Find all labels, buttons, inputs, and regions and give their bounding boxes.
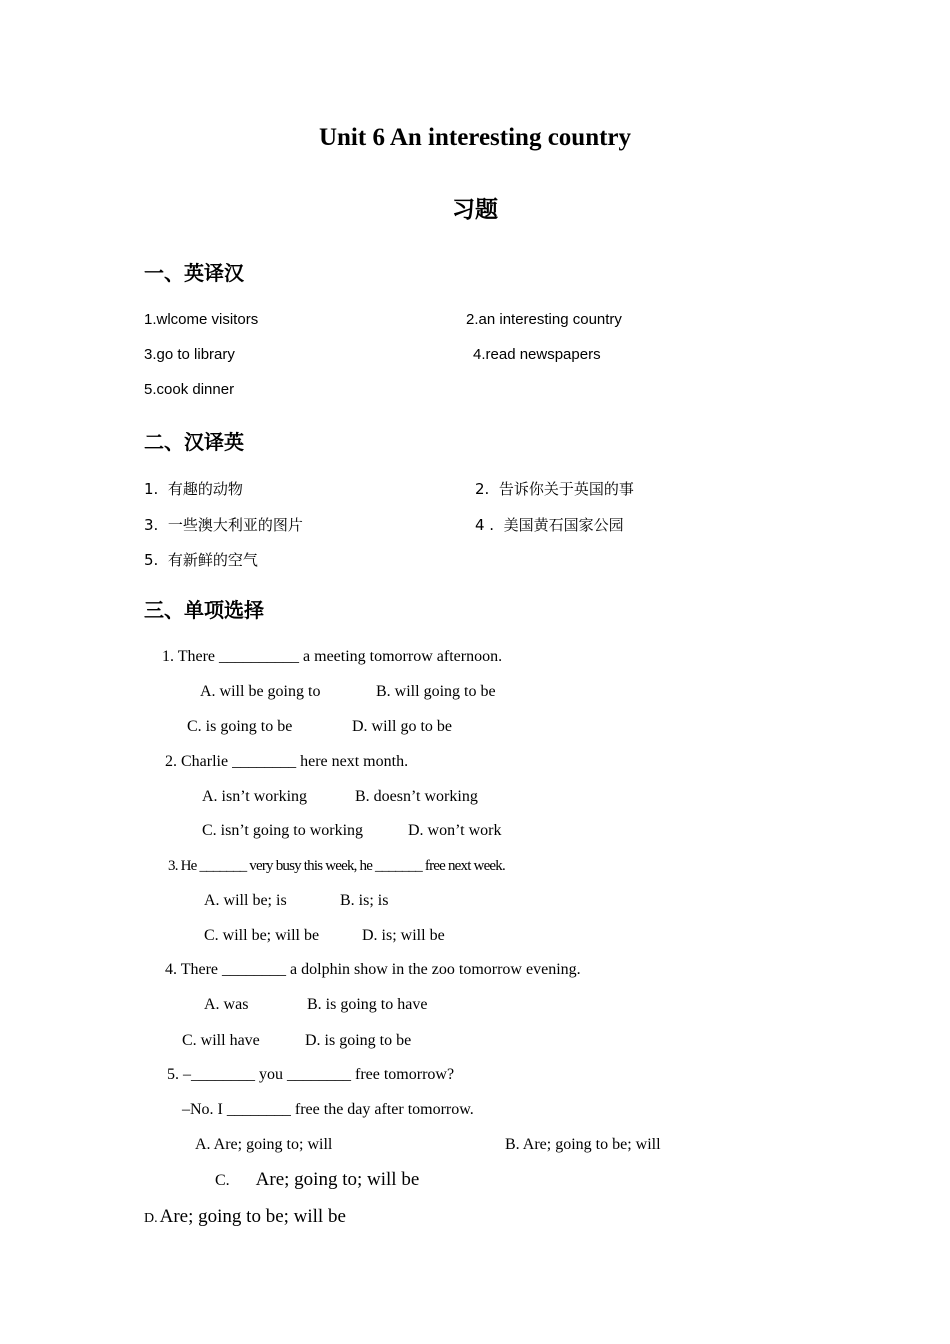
option-b: B. Are; going to be; will (505, 1136, 661, 1153)
page-subtitle: 习题 (452, 197, 498, 223)
section-heading-cn-to-en: 二、汉译英 (144, 430, 244, 454)
option-d: D. is going to be (305, 1032, 412, 1049)
option-c: C. is going to be (187, 718, 293, 735)
option-b: B. doesn’t working (355, 788, 478, 805)
list-item: 3.go to library (144, 346, 235, 363)
list-item (144, 549, 258, 570)
question-stem: 3. He _______ very busy this week, he _______ free next week. (168, 858, 505, 874)
list-item: 5.cook dinner (144, 381, 235, 398)
list-item (475, 514, 624, 535)
item-number: 4 . (475, 516, 495, 534)
list-item: 2.an interesting country (466, 311, 622, 328)
question-stem: 4. There ________ a dolphin show in the zoo tomorrow evening. (165, 961, 581, 978)
option-b: B. is; is (340, 892, 389, 909)
option-b: B. is going to have (307, 996, 428, 1013)
item-text: 有趣的动物 (167, 480, 243, 498)
option-b: B. will going to be (376, 683, 496, 700)
item-number: 2. (475, 480, 490, 498)
list-item (475, 478, 634, 499)
option-c-text: Are; going to; will be (255, 1169, 420, 1190)
option-d-label: D. (144, 1211, 158, 1226)
option-a: A. isn’t working (202, 788, 308, 805)
question-stem: 1. There __________ a meeting tomorrow afternoon. (162, 648, 503, 665)
item-text: 一些澳大利亚的图片 (167, 516, 303, 534)
option-a: A. Are; going to; will (195, 1136, 333, 1153)
option-d: D. won’t work (408, 822, 502, 839)
item-number: 1. (144, 480, 159, 498)
section-heading-multiple-choice: 三、单项选择 (144, 598, 264, 622)
list-item: 1.wlcome visitors (144, 311, 259, 328)
option-a: A. will be; is (204, 892, 287, 909)
option-c-label: C. (215, 1172, 230, 1189)
question-stem: 5. –________ you ________ free tomorrow? (167, 1066, 455, 1083)
option-a: A. will be going to (200, 683, 321, 700)
item-number: 3. (144, 516, 159, 534)
option-d: D. will go to be (352, 718, 452, 735)
page-title: Unit 6 An interesting country (318, 124, 632, 151)
list-item (144, 514, 303, 535)
item-text: 美国黄石国家公园 (503, 516, 624, 534)
item-text: 告诉你关于英国的事 (498, 480, 634, 498)
item-number: 5. (144, 551, 159, 569)
option-c: C. will have (182, 1032, 260, 1049)
list-item: 4.read newspapers (473, 346, 601, 363)
question-reply: –No. I ________ free the day after tomorrow. (182, 1101, 474, 1118)
option-c (215, 1169, 419, 1191)
option-d: D. is; will be (362, 927, 445, 944)
option-d-text: Are; going to be; will be (159, 1206, 346, 1227)
option-a: A. was (204, 996, 249, 1013)
option-d (144, 1206, 346, 1228)
option-c: C. isn’t going to working (202, 822, 364, 839)
section-heading-en-to-cn: 一、英译汉 (144, 261, 244, 285)
option-c: C. will be; will be (204, 927, 320, 944)
item-text: 有新鲜的空气 (167, 551, 258, 569)
question-stem: 2. Charlie ________ here next month. (165, 753, 409, 770)
list-item (144, 478, 243, 499)
